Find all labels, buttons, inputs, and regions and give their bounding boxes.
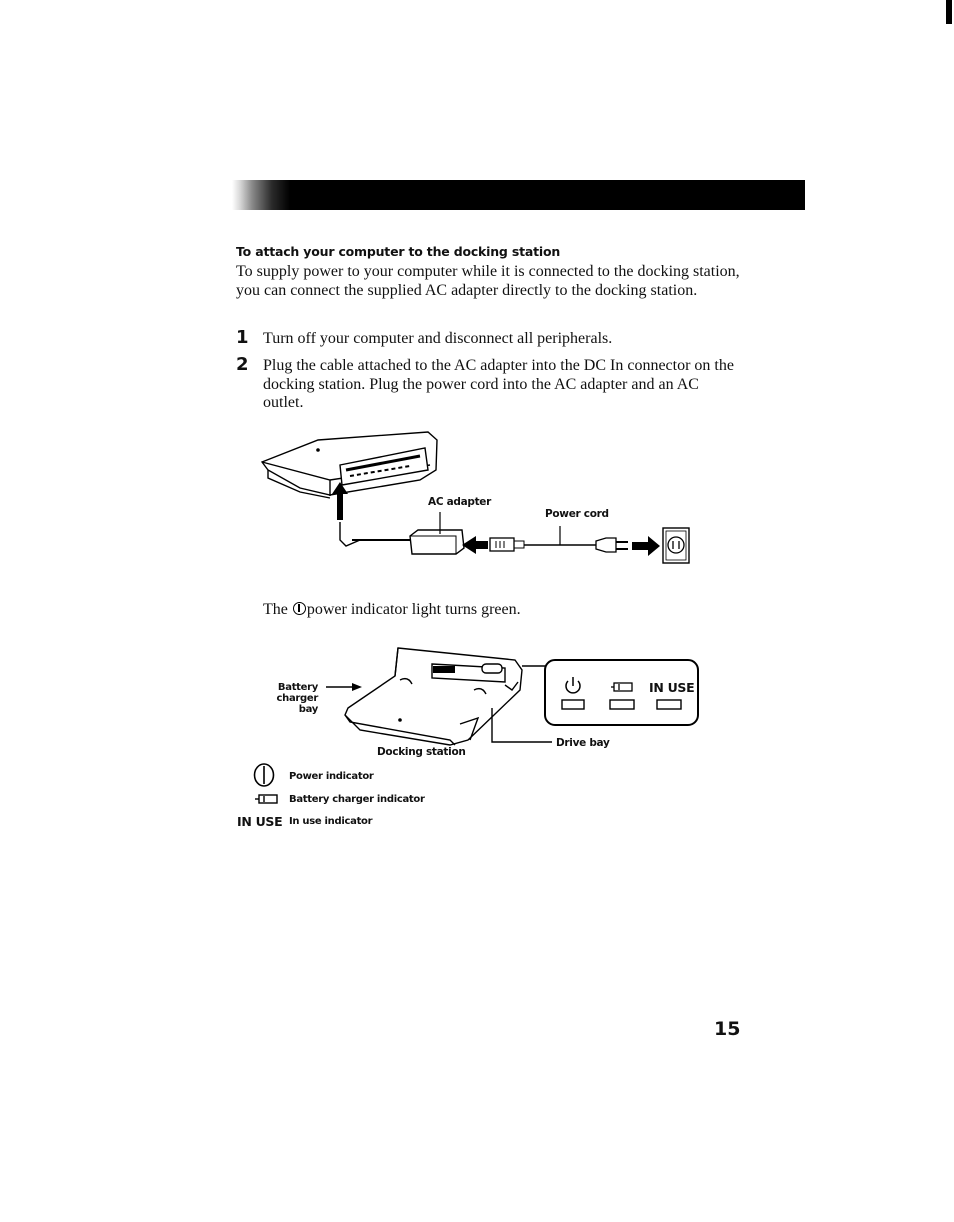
in-use-led [657, 700, 681, 709]
drive-bay-label: Drive bay [556, 737, 610, 749]
result-suffix: power indicator light turns green. [306, 601, 521, 618]
legend-power-text: Power indicator [289, 771, 374, 782]
step-1-text: Turn off your computer and disconnect all peripherals. [263, 330, 613, 347]
step-2-text: Plug the cable attached to the AC adapter into the DC In connector on the docking station. Plug the power cord into the AC adapter and an AC outlet. [263, 357, 734, 411]
power-led [562, 700, 584, 709]
legend-in-use-symbol: IN USE [237, 814, 283, 829]
docking-station-label: Docking station [377, 746, 466, 758]
power-cord-label: Power cord [545, 508, 609, 520]
legend-power-icon [253, 763, 277, 787]
intro-paragraph: To supply power to your computer while it is connected to the docking station, you can connect the supplied AC adapter directly to the docking station. [236, 263, 740, 299]
panel-in-use-label: IN USE [649, 680, 695, 695]
battery-charger-bay-label: Battery charger bay [276, 682, 318, 715]
legend-battery-icon [255, 793, 279, 805]
docking-station-top-drawing [345, 648, 522, 745]
legend-in-use-text: In use indicator [289, 816, 373, 827]
page-number: 15 [714, 1018, 741, 1040]
section-heading: To attach your computer to the docking station [236, 244, 561, 259]
result-prefix: The [263, 601, 288, 618]
arrow-right-small-icon [352, 683, 362, 691]
legend-battery-text: Battery charger indicator [289, 794, 425, 805]
battery-led [610, 700, 634, 709]
step-2-number: 2 [236, 354, 249, 375]
ac-adapter-label: AC adapter [428, 496, 492, 508]
step-1-number: 1 [236, 327, 249, 348]
